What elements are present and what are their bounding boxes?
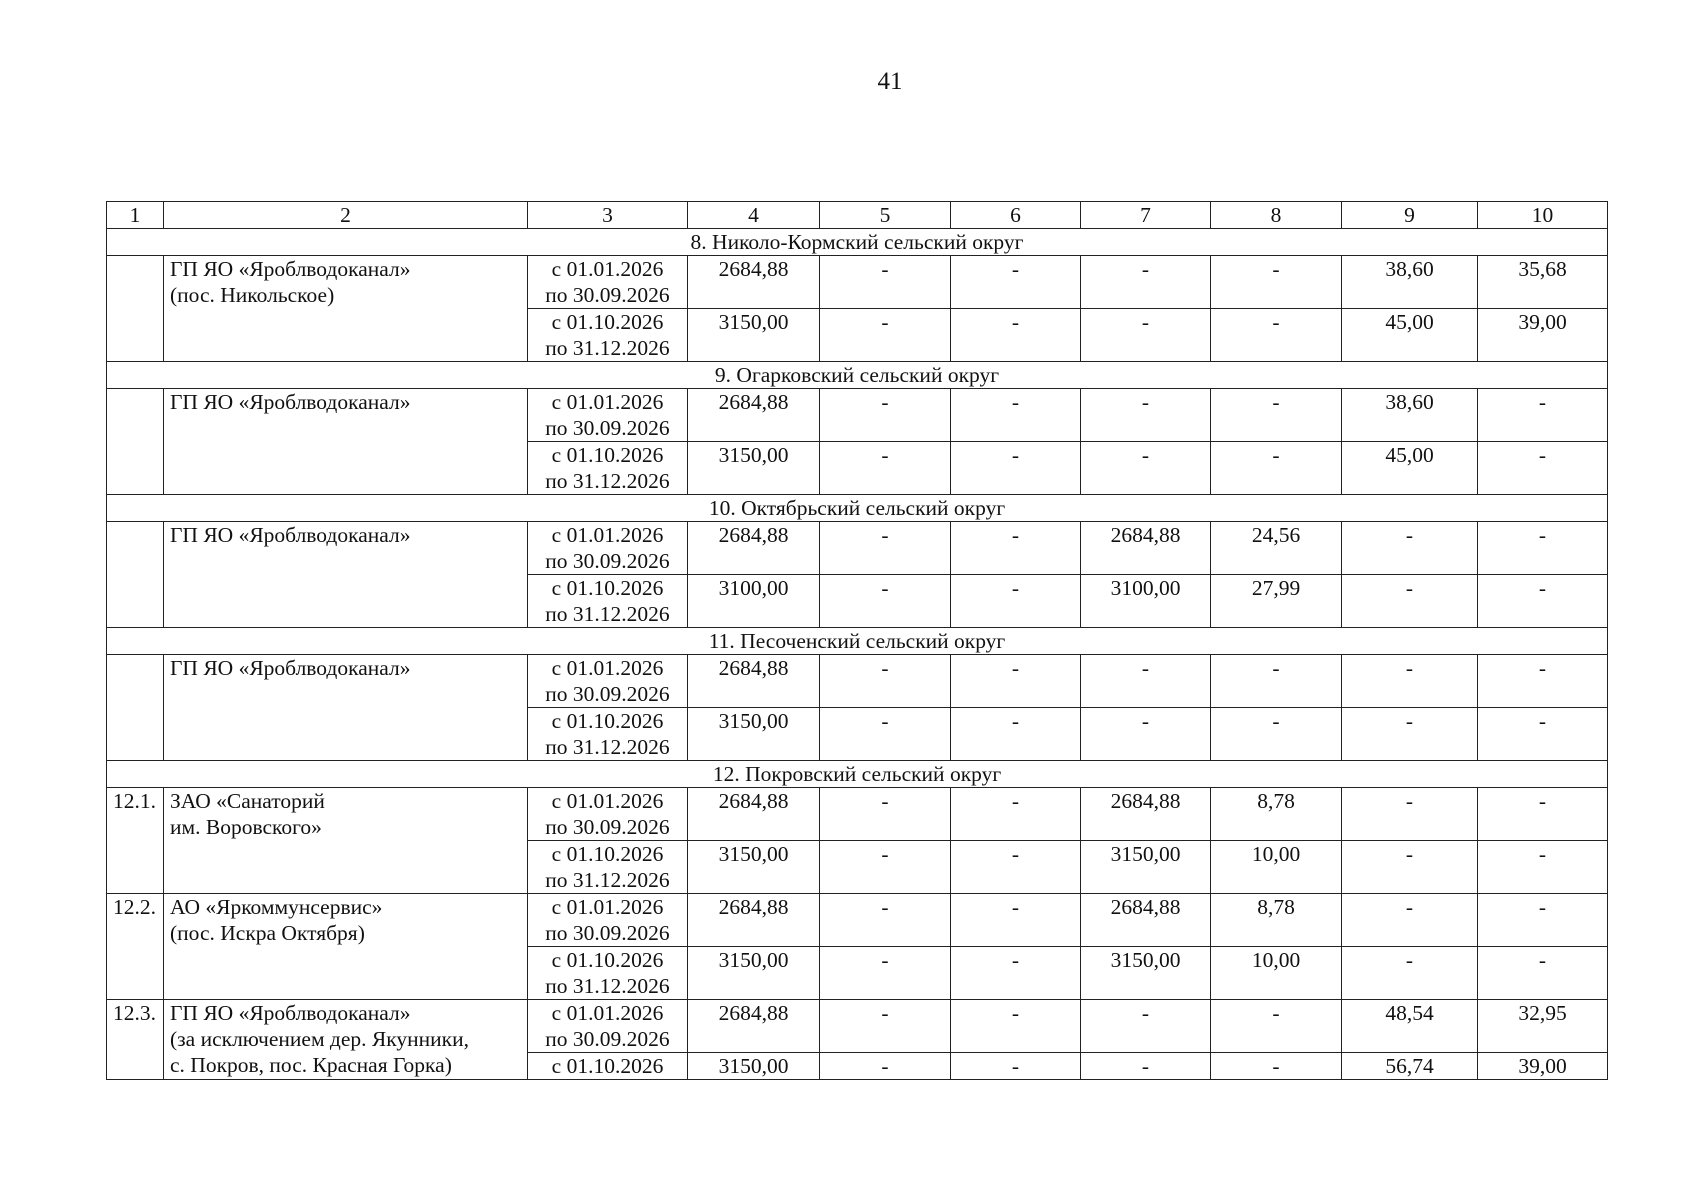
- value-cell: -: [1211, 1053, 1342, 1080]
- value-cell: -: [1478, 442, 1608, 495]
- organization-name: [164, 1000, 528, 1080]
- value-cell: -: [820, 841, 951, 894]
- value-cell: 2684,88: [1081, 894, 1211, 947]
- table-body: [107, 202, 1608, 1080]
- value-cell: 2684,88: [688, 256, 820, 309]
- value-cell: -: [820, 947, 951, 1000]
- entity-number: 12.1.: [107, 788, 164, 894]
- value-cell: 3150,00: [688, 708, 820, 761]
- period-line: по 30.09.2026: [545, 1027, 670, 1051]
- value-cell: 8,78: [1211, 788, 1342, 841]
- value-cell: 2684,88: [688, 788, 820, 841]
- value-cell: -: [820, 442, 951, 495]
- column-header: 5: [820, 202, 951, 229]
- value-cell: 45,00: [1342, 442, 1478, 495]
- value-cell: -: [820, 575, 951, 628]
- organization-line: ГП ЯО «Яроблводоканал»: [170, 257, 411, 281]
- value-cell: -: [1478, 841, 1608, 894]
- section-header-row: [107, 495, 1608, 522]
- period-line: по 30.09.2026: [545, 815, 670, 839]
- value-cell: 10,00: [1211, 947, 1342, 1000]
- organization-line: ГП ЯО «Яроблводоканал»: [170, 656, 411, 680]
- value-cell: 35,68: [1478, 256, 1608, 309]
- value-cell: -: [820, 309, 951, 362]
- table-row: [107, 389, 1608, 442]
- period-line: по 31.12.2026: [545, 735, 670, 759]
- value-cell: -: [1478, 575, 1608, 628]
- value-cell: 2684,88: [688, 522, 820, 575]
- column-header: 8: [1211, 202, 1342, 229]
- period-cell: [528, 655, 688, 708]
- table-row: [107, 256, 1608, 309]
- page-number: 41: [877, 68, 903, 95]
- period-cell: [528, 442, 688, 495]
- value-cell: -: [1342, 708, 1478, 761]
- value-cell: 3100,00: [688, 575, 820, 628]
- value-cell: -: [951, 256, 1081, 309]
- entity-number: [107, 522, 164, 628]
- value-cell: -: [1342, 522, 1478, 575]
- period-cell: [528, 788, 688, 841]
- value-cell: -: [1211, 256, 1342, 309]
- organization-line: АО «Яркоммунсервис»: [170, 895, 383, 919]
- period-line: с 01.10.2026: [551, 1054, 664, 1078]
- period-line: с 01.10.2026: [551, 709, 664, 733]
- organization-name: [164, 256, 528, 362]
- value-cell: -: [951, 575, 1081, 628]
- value-cell: -: [820, 708, 951, 761]
- period-line: с 01.01.2026: [551, 390, 664, 414]
- table-row: [107, 894, 1608, 947]
- value-cell: -: [951, 655, 1081, 708]
- value-cell: -: [951, 522, 1081, 575]
- entity-number: 12.2.: [107, 894, 164, 1000]
- value-cell: 2684,88: [688, 894, 820, 947]
- period-cell: [528, 894, 688, 947]
- value-cell: -: [1478, 894, 1608, 947]
- value-cell: -: [1081, 442, 1211, 495]
- period-line: по 30.09.2026: [545, 549, 670, 573]
- organization-line: им. Воровского»: [170, 815, 322, 839]
- value-cell: -: [1478, 947, 1608, 1000]
- period-line: с 01.10.2026: [551, 842, 664, 866]
- period-line: с 01.01.2026: [551, 789, 664, 813]
- value-cell: -: [1081, 1053, 1211, 1080]
- value-cell: 2684,88: [688, 389, 820, 442]
- value-cell: -: [1342, 575, 1478, 628]
- period-line: с 01.10.2026: [551, 948, 664, 972]
- value-cell: -: [951, 894, 1081, 947]
- value-cell: 3150,00: [1081, 947, 1211, 1000]
- value-cell: -: [1342, 655, 1478, 708]
- value-cell: -: [1081, 708, 1211, 761]
- value-cell: 3150,00: [1081, 841, 1211, 894]
- value-cell: -: [820, 1000, 951, 1053]
- value-cell: 27,99: [1211, 575, 1342, 628]
- period-line: по 31.12.2026: [545, 868, 670, 892]
- value-cell: -: [1081, 309, 1211, 362]
- organization-line: ГП ЯО «Яроблводоканал»: [170, 1001, 411, 1025]
- value-cell: -: [1081, 389, 1211, 442]
- value-cell: -: [1478, 708, 1608, 761]
- column-header: 4: [688, 202, 820, 229]
- organization-name: [164, 522, 528, 628]
- table-row: [107, 655, 1608, 708]
- value-cell: -: [951, 1053, 1081, 1080]
- value-cell: -: [951, 788, 1081, 841]
- period-cell: [528, 1053, 688, 1080]
- period-line: с 01.01.2026: [551, 257, 664, 281]
- entity-number: [107, 389, 164, 495]
- value-cell: -: [951, 389, 1081, 442]
- period-line: по 31.12.2026: [545, 336, 670, 360]
- period-line: по 31.12.2026: [545, 974, 670, 998]
- entity-number: 12.3.: [107, 1000, 164, 1080]
- value-cell: 10,00: [1211, 841, 1342, 894]
- section-header-row: [107, 229, 1608, 256]
- section-title: 8. Николо-Кормский сельский округ: [107, 229, 1608, 256]
- value-cell: 38,60: [1342, 256, 1478, 309]
- value-cell: -: [951, 1000, 1081, 1053]
- period-line: по 30.09.2026: [545, 416, 670, 440]
- value-cell: -: [1081, 655, 1211, 708]
- value-cell: -: [1211, 708, 1342, 761]
- section-title: 12. Покровский сельский округ: [107, 761, 1608, 788]
- value-cell: 24,56: [1211, 522, 1342, 575]
- value-cell: 3150,00: [688, 309, 820, 362]
- value-cell: -: [1081, 1000, 1211, 1053]
- value-cell: -: [1081, 256, 1211, 309]
- organization-name: [164, 389, 528, 495]
- column-header: 7: [1081, 202, 1211, 229]
- value-cell: 32,95: [1478, 1000, 1608, 1053]
- section-header-row: [107, 761, 1608, 788]
- period-cell: [528, 309, 688, 362]
- value-cell: -: [1478, 788, 1608, 841]
- value-cell: -: [1211, 655, 1342, 708]
- value-cell: 38,60: [1342, 389, 1478, 442]
- value-cell: -: [820, 256, 951, 309]
- value-cell: 48,54: [1342, 1000, 1478, 1053]
- period-cell: [528, 575, 688, 628]
- organization-name: [164, 655, 528, 761]
- value-cell: 2684,88: [688, 1000, 820, 1053]
- value-cell: -: [1478, 389, 1608, 442]
- value-cell: -: [820, 389, 951, 442]
- value-cell: 8,78: [1211, 894, 1342, 947]
- value-cell: 45,00: [1342, 309, 1478, 362]
- value-cell: -: [1211, 1000, 1342, 1053]
- period-cell: [528, 1000, 688, 1053]
- value-cell: -: [951, 442, 1081, 495]
- value-cell: 56,74: [1342, 1053, 1478, 1080]
- organization-line: (за исключением дер. Якунники,: [170, 1027, 469, 1051]
- period-cell: [528, 947, 688, 1000]
- value-cell: 3150,00: [688, 442, 820, 495]
- value-cell: -: [1211, 442, 1342, 495]
- column-header: 6: [951, 202, 1081, 229]
- value-cell: -: [820, 655, 951, 708]
- column-header: 3: [528, 202, 688, 229]
- value-cell: -: [1342, 947, 1478, 1000]
- value-cell: -: [820, 894, 951, 947]
- value-cell: -: [951, 309, 1081, 362]
- entity-number: [107, 655, 164, 761]
- column-header: 1: [107, 202, 164, 229]
- column-header: 9: [1342, 202, 1478, 229]
- value-cell: -: [1211, 389, 1342, 442]
- period-line: с 01.01.2026: [551, 656, 664, 680]
- value-cell: 3150,00: [688, 841, 820, 894]
- table-row: [107, 522, 1608, 575]
- value-cell: -: [1342, 894, 1478, 947]
- section-title: 9. Огарковский сельский округ: [107, 362, 1608, 389]
- value-cell: 2684,88: [1081, 522, 1211, 575]
- value-cell: 3150,00: [688, 947, 820, 1000]
- table-row: [107, 1000, 1608, 1053]
- section-title: 10. Октябрьский сельский округ: [107, 495, 1608, 522]
- section-title: 11. Песоченский сельский округ: [107, 628, 1608, 655]
- period-line: по 30.09.2026: [545, 283, 670, 307]
- value-cell: -: [1478, 655, 1608, 708]
- period-cell: [528, 256, 688, 309]
- period-line: с 01.01.2026: [551, 895, 664, 919]
- period-line: с 01.01.2026: [551, 523, 664, 547]
- value-cell: -: [1211, 309, 1342, 362]
- period-line: с 01.10.2026: [551, 443, 664, 467]
- organization-line: (пос. Искра Октября): [170, 921, 365, 945]
- tariff-table: [106, 201, 1608, 1080]
- period-line: с 01.10.2026: [551, 576, 664, 600]
- organization-line: ГП ЯО «Яроблводоканал»: [170, 523, 411, 547]
- organization-line: (пос. Никольское): [170, 283, 335, 307]
- value-cell: 39,00: [1478, 1053, 1608, 1080]
- value-cell: -: [1478, 522, 1608, 575]
- section-header-row: [107, 362, 1608, 389]
- period-cell: [528, 708, 688, 761]
- value-cell: -: [820, 1053, 951, 1080]
- value-cell: -: [1342, 788, 1478, 841]
- period-cell: [528, 841, 688, 894]
- value-cell: -: [1342, 841, 1478, 894]
- value-cell: 2684,88: [1081, 788, 1211, 841]
- value-cell: 2684,88: [688, 655, 820, 708]
- period-line: по 30.09.2026: [545, 682, 670, 706]
- period-cell: [528, 389, 688, 442]
- value-cell: -: [820, 788, 951, 841]
- column-header-row: [107, 202, 1608, 229]
- table-row: [107, 788, 1608, 841]
- organization-line: с. Покров, пос. Красная Горка): [170, 1053, 452, 1077]
- period-line: по 30.09.2026: [545, 921, 670, 945]
- period-line: с 01.01.2026: [551, 1001, 664, 1025]
- value-cell: 3150,00: [688, 1053, 820, 1080]
- value-cell: -: [951, 947, 1081, 1000]
- period-line: по 31.12.2026: [545, 469, 670, 493]
- period-line: с 01.10.2026: [551, 310, 664, 334]
- value-cell: -: [951, 708, 1081, 761]
- entity-number: [107, 256, 164, 362]
- value-cell: 39,00: [1478, 309, 1608, 362]
- organization-line: ГП ЯО «Яроблводоканал»: [170, 390, 411, 414]
- value-cell: 3100,00: [1081, 575, 1211, 628]
- column-header: 10: [1478, 202, 1608, 229]
- column-header: 2: [164, 202, 528, 229]
- value-cell: -: [820, 522, 951, 575]
- section-header-row: [107, 628, 1608, 655]
- value-cell: -: [951, 841, 1081, 894]
- organization-name: [164, 788, 528, 894]
- organization-line: ЗАО «Санаторий: [170, 789, 325, 813]
- organization-name: [164, 894, 528, 1000]
- period-line: по 31.12.2026: [545, 602, 670, 626]
- period-cell: [528, 522, 688, 575]
